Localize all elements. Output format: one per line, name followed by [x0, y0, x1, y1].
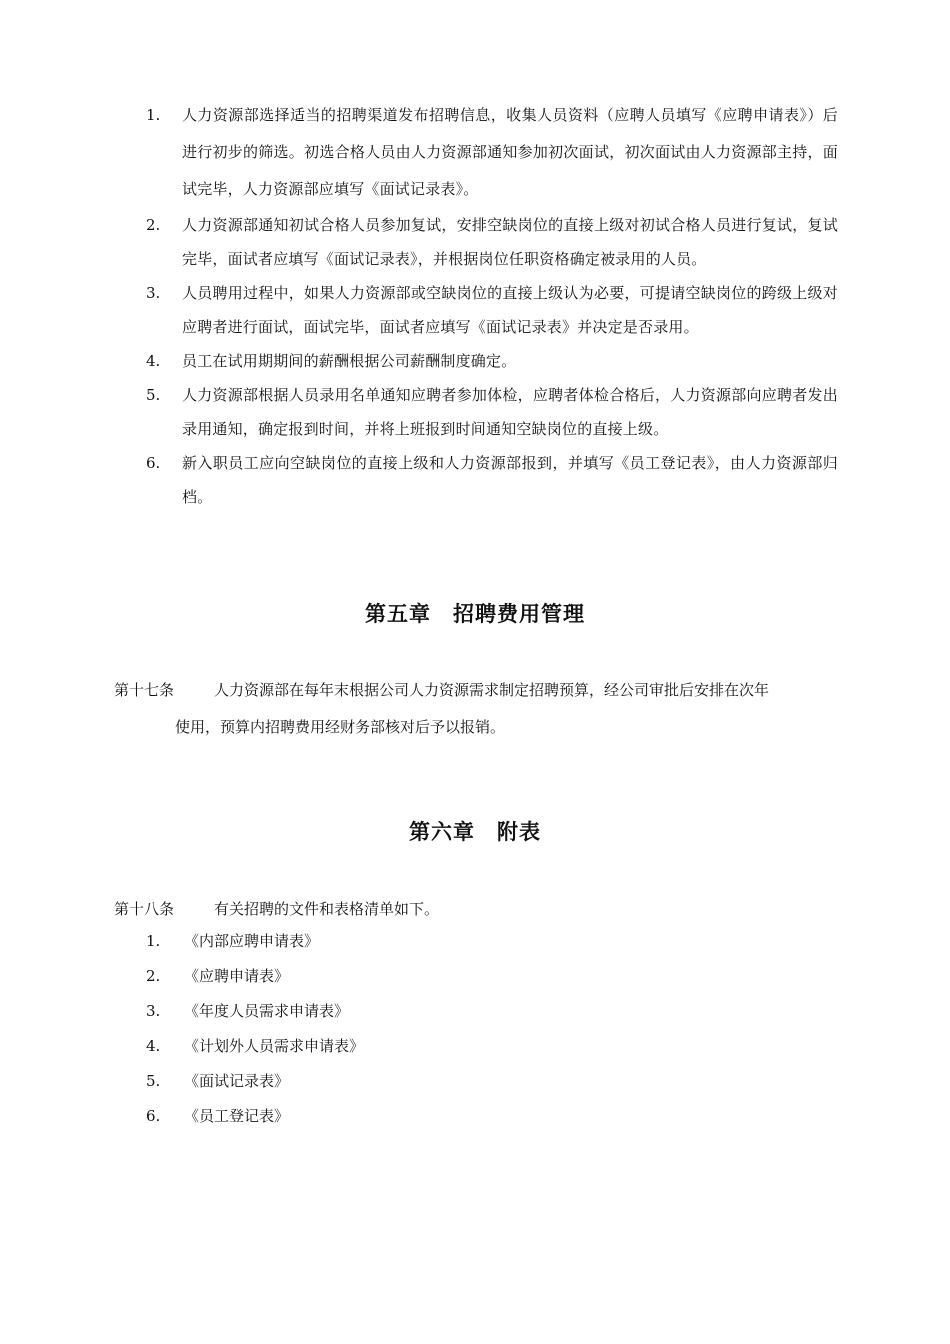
list-item: [146, 1099, 364, 1134]
forms-list: [146, 924, 364, 1134]
list-number: 2.: [146, 216, 161, 234]
article-text: 有关招聘的文件和表格清单如下。: [214, 900, 440, 918]
chapter-heading: 第五章 招聘费用管理: [365, 602, 585, 626]
list-number: 3.: [146, 284, 161, 302]
list-number: 3.: [146, 1002, 161, 1020]
list-number: 4.: [146, 1037, 161, 1055]
form-name: 《计划外人员需求申请表》: [184, 1037, 365, 1055]
chapter-heading: 第六章 附表: [409, 820, 541, 844]
article-paragraph: [114, 672, 838, 746]
list-text: 人力资源部通知初试合格人员参加复试，安排空缺岗位的直接上级对初试合格人员进行复试，复试完毕，面试者应填写《面试记录表》，并根据岗位任职资格确定被录用的人员。: [182, 216, 838, 268]
list-item: [146, 344, 838, 378]
list-text: 人员聘用过程中，如果人力资源部或空缺岗位的直接上级认为必要，可提请空缺岗位的跨级上级对应聘者进行面试，面试完毕，面试者应填写《面试记录表》并决定是否录用。: [182, 284, 838, 336]
list-number: 6.: [146, 1107, 161, 1125]
list-item: [146, 994, 364, 1029]
article-text: 人力资源部在每年末根据公司人力资源需求制定招聘预算，经公司审批后安排在次年: [214, 681, 770, 699]
list-item: [146, 276, 838, 344]
article-paragraph: [114, 891, 838, 928]
list-item: [146, 1029, 364, 1064]
list-item: [146, 378, 838, 446]
list-item: [146, 1064, 364, 1099]
article-number: 第十七条: [114, 681, 175, 699]
article-continuation: 使用，预算内招聘费用经财务部核对后予以报销。: [175, 718, 506, 736]
list-number: 5.: [146, 386, 161, 404]
form-name: 《员工登记表》: [184, 1107, 290, 1125]
list-item: [146, 924, 364, 959]
list-number: 6.: [146, 454, 161, 472]
list-number: 1.: [146, 932, 161, 950]
list-number: 5.: [146, 1072, 161, 1090]
list-text: 人力资源部选择适当的招聘渠道发布招聘信息，收集人员资料（应聘人员填写《应聘申请表》）后进行初步的筛选。初选合格人员由人力资源部通知参加初次面试，初次面试由人力资源部主持，面试完毕，人力资源部应填写《面试记录表》。: [182, 106, 838, 198]
list-text: 人力资源部根据人员录用名单通知应聘者参加体检，应聘者体检合格后，人力资源部向应聘者发出录用通知，确定报到时间，并将上班报到时间通知空缺岗位的直接上级。: [182, 386, 838, 438]
list-item: [146, 208, 838, 276]
list-item: [146, 97, 838, 208]
procedure-list: [146, 97, 838, 514]
form-name: 《面试记录表》: [184, 1072, 290, 1090]
form-name: 《内部应聘申请表》: [184, 932, 320, 950]
list-number: 2.: [146, 967, 161, 985]
list-item: [146, 959, 364, 994]
list-text: 员工在试用期期间的薪酬根据公司薪酬制度确定。: [182, 352, 517, 370]
list-item: [146, 446, 838, 514]
list-number: 1.: [146, 106, 161, 124]
list-number: 4.: [146, 352, 161, 370]
article-first-line: [114, 672, 838, 709]
article-number: 第十八条: [114, 900, 175, 918]
list-text: 新入职员工应向空缺岗位的直接上级和人力资源部报到，并填写《员工登记表》，由人力资源部归档。: [182, 454, 838, 506]
form-name: 《年度人员需求申请表》: [184, 1002, 350, 1020]
form-name: 《应聘申请表》: [184, 967, 290, 985]
